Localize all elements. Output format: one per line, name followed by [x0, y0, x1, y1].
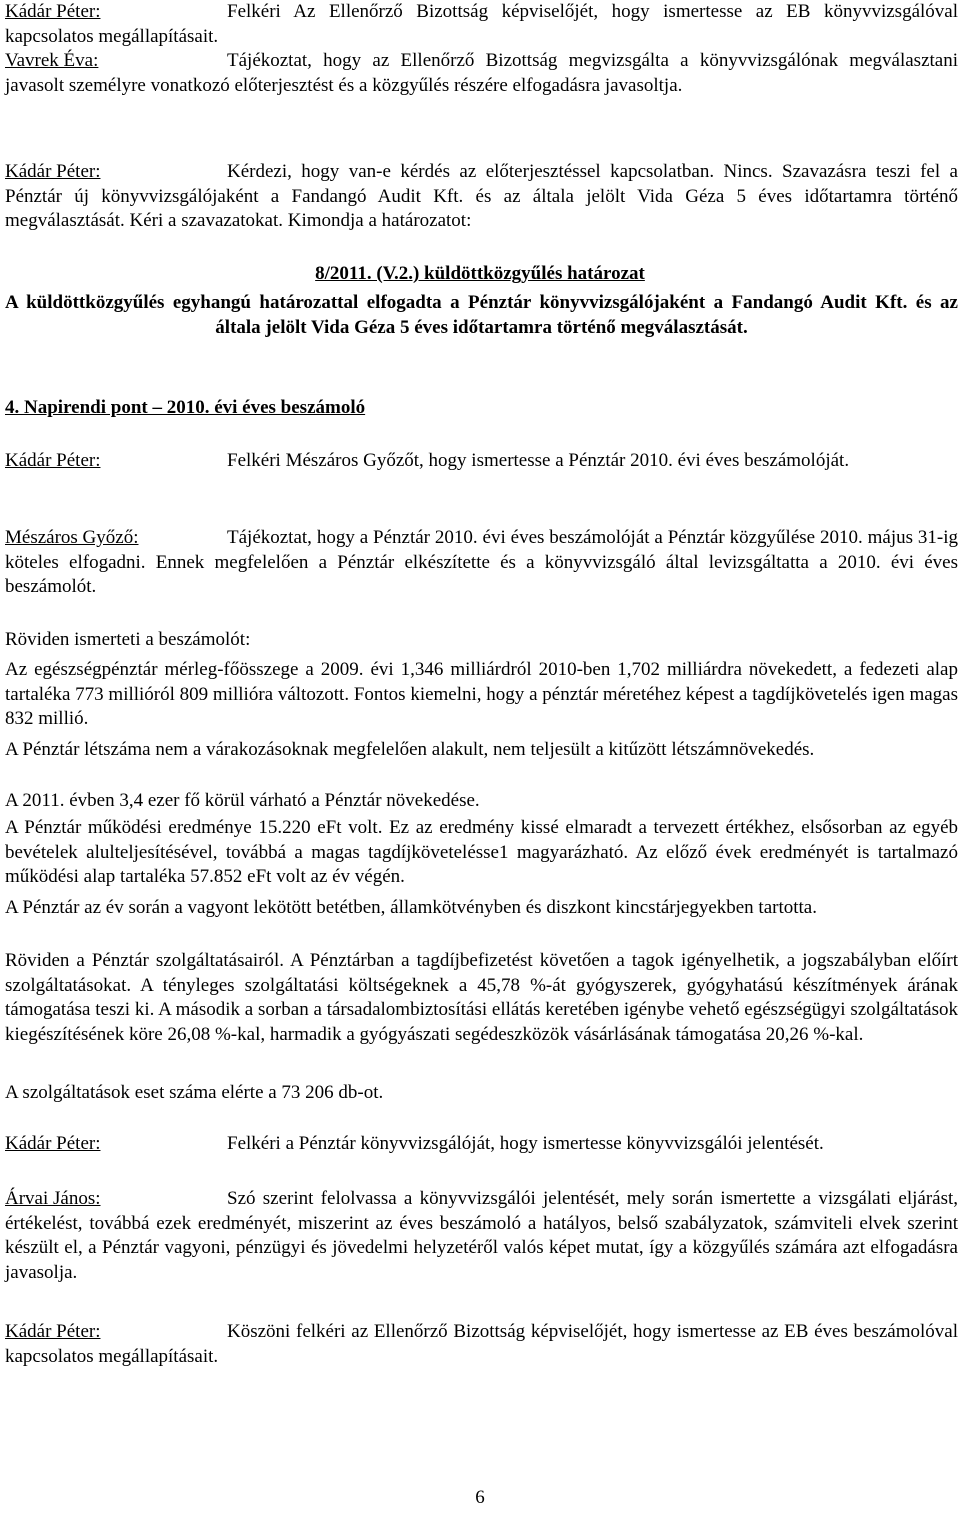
paragraph-text: Felkéri Mészáros Győzőt, hogy ismertesse a Pénztár 2010. évi éves beszámolóját.: [227, 450, 850, 471]
speaker-label: Kádár Péter:: [5, 1, 101, 22]
summary-paragraph: A szolgáltatások eset száma elérte a 73 206 db-ot.: [5, 1082, 384, 1103]
speaker-label: Kádár Péter:: [5, 1133, 101, 1154]
speaker-label: Kádár Péter:: [5, 161, 101, 182]
paragraph-text: Felkéri Az Ellenőrző Bizottság képviselőjét, hogy ismertesse az EB könyvvizsgálóval kapcsolatos megállapításait.: [5, 1, 958, 47]
speaker-label: Mészáros Győző:: [5, 527, 139, 548]
paragraph-kadar-1: [5, 0, 958, 49]
paragraph-text: Tájékoztat, hogy az Ellenőrző Bizottság megvizsgálta a könyvvizsgálónak megválasztani javasolt személyre vonatkozó előterjesztést és a közgyűlés részére elfogadásra javasoltja.: [5, 50, 958, 96]
summary-paragraph: A Pénztár működési eredménye 15.220 eFt volt. Ez az eredmény kissé elmaradt a tervezett értékhez, elsősorban az egyéb bevételek alulteljesítésével, továbbá a magas tagdíjkövetelésse1 magyarázható. Az előző évek eredményét is tartalmazó működési alap tartaléka 57.852 eFt volt az év végén.: [5, 817, 958, 887]
summary-paragraph: A Pénztár az év során a vagyont lekötött betétben, államkötvényben és diszkont kincstárjegyekben tartotta.: [5, 897, 817, 918]
paragraph-arvai: [5, 1187, 958, 1285]
speaker-label: Árvai János:: [5, 1188, 101, 1209]
speaker-label: Kádár Péter:: [5, 450, 101, 471]
paragraph-text: Köszöni felkéri az Ellenőrző Bizottság képviselőjét, hogy ismertesse az EB éves beszámolóval kapcsolatos megállapításait.: [5, 1321, 958, 1367]
agenda-heading: 4. Napirendi pont – 2010. évi éves beszámoló: [5, 397, 366, 418]
resolution-title: 8/2011. (V.2.) küldöttközgyűlés határozat: [315, 263, 645, 284]
paragraph-kadar-3: [5, 449, 958, 474]
summary-paragraph: A Pénztár létszáma nem a várakozásoknak megfelelően alakult, nem teljesült a kitűzött létszámnövekedés.: [5, 739, 815, 760]
paragraph-text: Felkéri a Pénztár könyvvizsgálóját, hogy ismertesse könyvvizsgálói jelentését.: [227, 1133, 824, 1154]
summary-intro: Röviden ismerteti a beszámolót:: [5, 629, 251, 650]
summary-paragraph: Az egészségpénztár mérleg-főösszege a 2009. évi 1,346 milliárdról 2010-ben 1,702 milliárdra növekedett, a fedezeti alap tartaléka 773 millióról 809 millióra változott. Fontos kiemelni, hogy a pénztár méretéhez képest a tagdíjkövetelés igen magas 832 millió.: [5, 659, 958, 729]
paragraph-kadar-2: [5, 160, 958, 234]
page-number: 6: [475, 1487, 485, 1508]
paragraph-kadar-4: [5, 1132, 958, 1157]
paragraph-text: Kérdezi, hogy van-e kérdés az előterjesztéssel kapcsolatban. Nincs. Szavazásra teszi fel a Pénztár új könyvvizsgálójaként a Fandangó Audit Kft. és az általa jelölt Vida Géza 5 éves időtartamra történő megválasztását. Kéri a szavazatokat. Kimondja a határozatot:: [5, 161, 958, 231]
summary-paragraph: A 2011. évben 3,4 ezer fő körül várható a Pénztár növekedése.: [5, 790, 480, 811]
paragraph-meszaros: [5, 526, 958, 600]
speaker-label: Kádár Péter:: [5, 1321, 101, 1342]
paragraph-text: Szó szerint felolvassa a könyvvizsgálói jelentését, mely során ismertette a vizsgálati eljárást, értékelést, továbbá ezek eredményét, miszerint az éves beszámoló a hatályos, belső szabályzatok, számviteli elvek szerint készült el, a Pénztár vagyoni, pénzügyi és jövedelmi helyzetéről valós képet mutat, így a közgyűlés számára azt elfogadásra javasolja.: [5, 1188, 958, 1283]
speaker-label: Vavrek Éva:: [5, 50, 99, 71]
paragraph-text: Tájékoztat, hogy a Pénztár 2010. évi éves beszámolóját a Pénztár közgyűlése 2010. május 31-ig köteles elfogadni. Ennek megfelelően a Pénztár elkészítette és a könyvvizsgáló által levizsgáltatta a 2010. évi éves beszámolót.: [5, 527, 958, 597]
paragraph-kadar-5: [5, 1320, 958, 1369]
paragraph-vavrek: [5, 49, 958, 98]
resolution-text: A küldöttközgyűlés egyhangú határozattal elfogadta a Pénztár könyvvizsgálójaként a Fandangó Audit Kft. és az általa jelölt Vida Géza 5 éves időtartamra történő megválasztását.: [5, 292, 958, 338]
summary-paragraph: Röviden a Pénztár szolgáltatásairól. A Pénztárban a tagdíjbefizetést követően a tagok igényelhetik, a jogszabályban előírt szolgáltatásokat. A tényleges szolgáltatási költségeknek a 45,78 %-át gyógyszerek, gyógyhatású készítmények árának támogatása teszi ki. A második a sorban a társadalombiztosítási ellátás keretében igénybe vehető egészségügyi szolgáltatások kiegészítésének köre 26,08 %-kal, harmadik a gyógyászati segédeszközök vásárlásának támogatása 20,26 %-kal.: [5, 950, 958, 1045]
